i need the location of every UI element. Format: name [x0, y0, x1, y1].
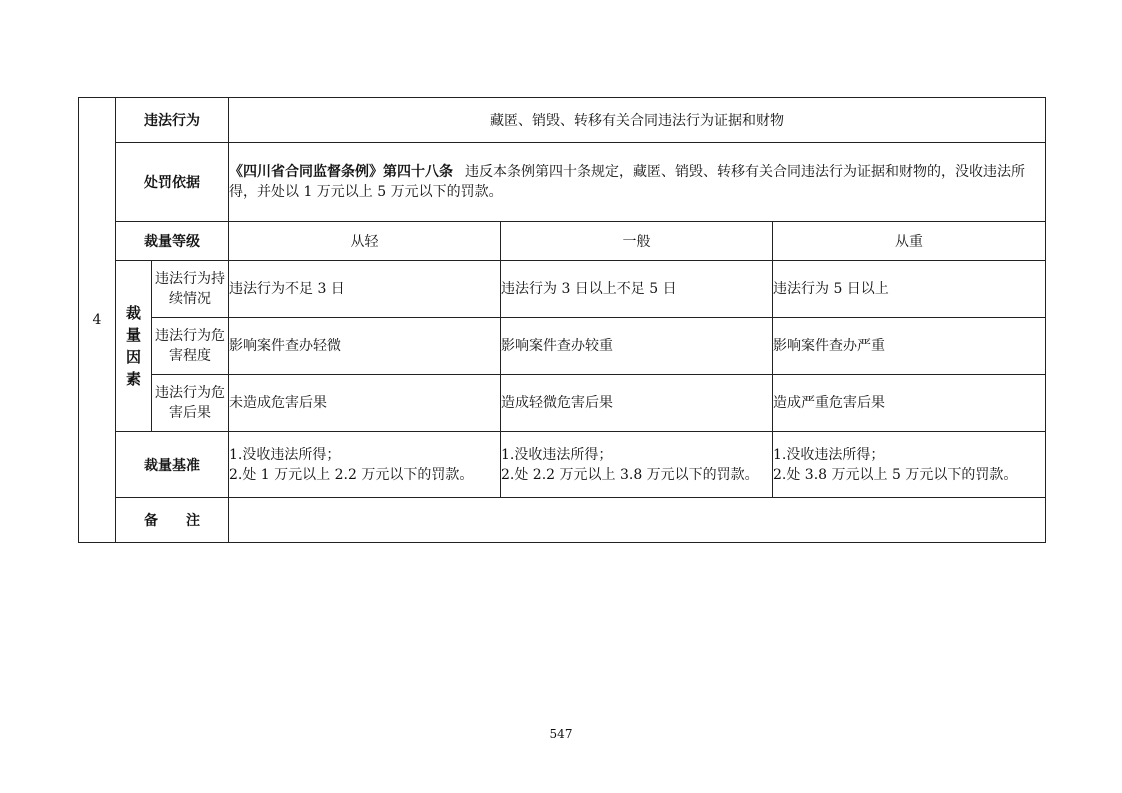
discretion-table: [78, 97, 1046, 543]
factor-value: 违法行为不足 3 日: [229, 261, 501, 318]
illegal-act-row: [79, 98, 1046, 143]
level-heavy: 从重: [773, 222, 1046, 261]
standard-value: 1.没收违法所得； 2.处 3.8 万元以上 5 万元以下的罚款。: [773, 432, 1046, 498]
discretion-level-row: [79, 222, 1046, 261]
factor-row: [79, 375, 1046, 432]
regulation-title: 《四川省合同监督条例》第四十八条: [229, 164, 453, 180]
remarks-value: [229, 498, 1046, 543]
factor-row: [79, 318, 1046, 375]
factor-value: 影响案件查办严重: [773, 318, 1046, 375]
remarks-label: 备 注: [116, 498, 229, 543]
factor-value: 未造成危害后果: [229, 375, 501, 432]
penalty-basis-label: 处罚依据: [116, 143, 229, 222]
discretion-standard-row: [79, 432, 1046, 498]
factor-name: 违法行为危害程度: [152, 318, 229, 375]
factor-name: 违法行为危害后果: [152, 375, 229, 432]
remarks-row: [79, 498, 1046, 543]
discretion-level-label: 裁量等级: [116, 222, 229, 261]
factor-value: 影响案件查办较重: [501, 318, 773, 375]
standard-value: 1.没收违法所得； 2.处 1 万元以上 2.2 万元以下的罚款。: [229, 432, 501, 498]
discretion-standard-label: 裁量基准: [116, 432, 229, 498]
illegal-act-value: 藏匿、销毁、转移有关合同违法行为证据和财物: [229, 98, 1046, 143]
illegal-act-label: 违法行为: [116, 98, 229, 143]
factor-row: [79, 261, 1046, 318]
factor-value: 造成严重危害后果: [773, 375, 1046, 432]
penalty-basis-row: [79, 143, 1046, 222]
factor-value: 违法行为 3 日以上不足 5 日: [501, 261, 773, 318]
factor-value: 影响案件查办轻微: [229, 318, 501, 375]
factor-value: 违法行为 5 日以上: [773, 261, 1046, 318]
level-general: 一般: [501, 222, 773, 261]
row-number: 4: [79, 98, 116, 543]
penalty-basis-text: 违反本条例第四十条规定，藏匿、销毁、转移有关合同违法行为证据和财物的，没收违法所得，并处以 1 万元以上 5 万元以下的罚款。: [229, 164, 1025, 200]
factor-name: 违法行为持续情况: [152, 261, 229, 318]
penalty-basis-value: [229, 143, 1046, 222]
discretion-factors-label: 裁 量 因 素: [116, 261, 152, 432]
page-number: 547: [549, 727, 573, 741]
standard-value: 1.没收违法所得； 2.处 2.2 万元以上 3.8 万元以下的罚款。: [501, 432, 773, 498]
factor-value: 造成轻微危害后果: [501, 375, 773, 432]
level-light: 从轻: [229, 222, 501, 261]
